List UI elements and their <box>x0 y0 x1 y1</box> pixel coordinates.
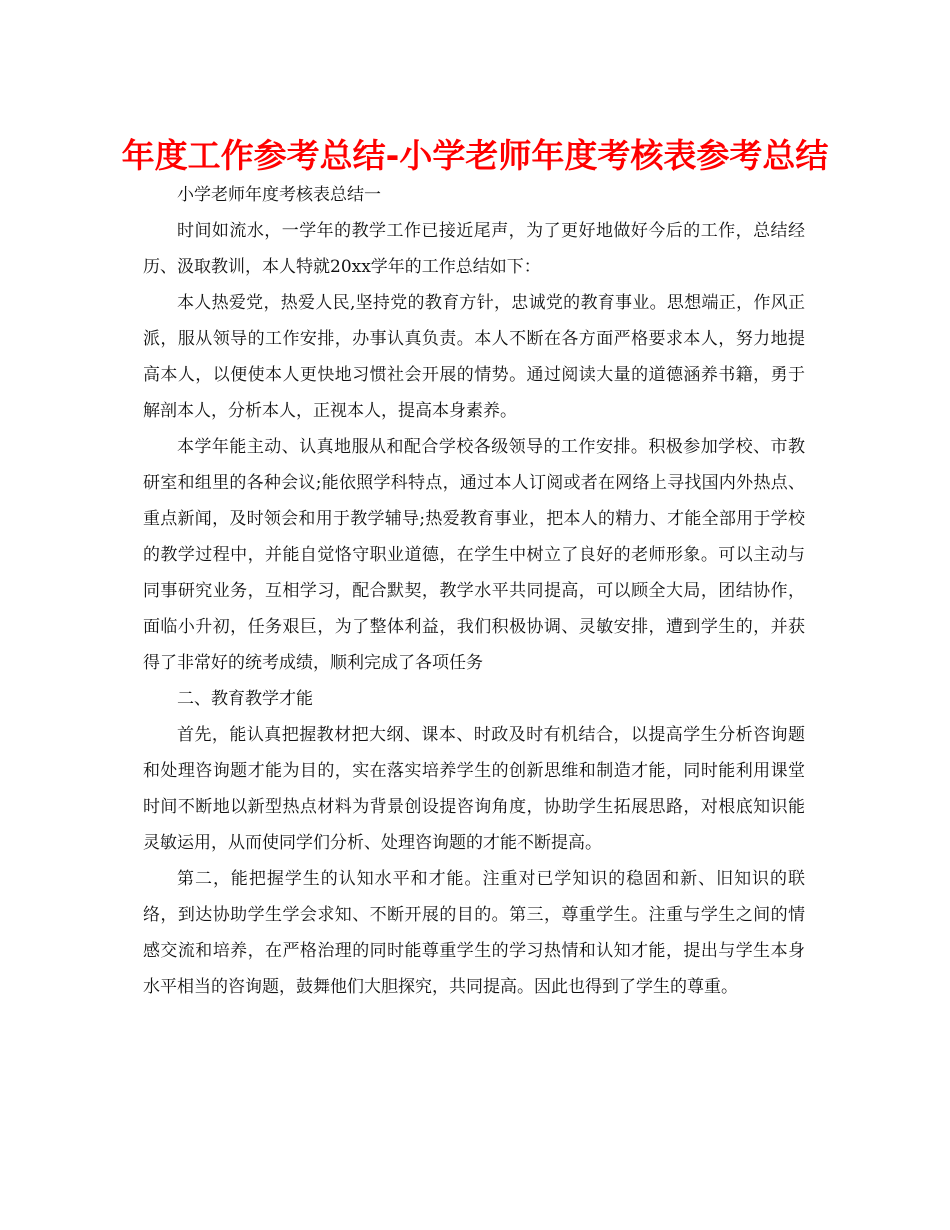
section-heading: 小学老师年度考核表总结一 <box>177 185 381 205</box>
paragraph: 首先，能认真把握教材把大纲、课本、时政及时有机结合，以提高学生分析咨询题和处理咨询题才能为目的，实在落实培养学生的创新思维和制造才能，同时能利用课堂时间不断地以新型热点材料为背景创设提咨询角度，协助学生拓展思路，对根底知识能灵敏运用，从而使同学们分析、处理咨询题的才能不断提高。 <box>143 725 805 853</box>
paragraph: 本学年能主动、认真地服从和配合学校各级领导的工作安排。积极参加学校、市教研室和组里的各种会议;能依照学科特点，通过本人订阅或者在网络上寻找国内外热点、重点新闻，及时领会和用于教学辅导;热爱教育事业，把本人的精力、才能全部用于学校的教学过程中，并能自觉恪守职业道德，在学生中树立了良好的老师形象。可以主动与同事研究业务，互相学习，配合默契，教学水平共同提高，可以顾全大局，团结协作，面临小升初，任务艰巨，为了整体利益，我们积极协调、灵敏安排，遭到学生的，并获得了非常好的统考成绩，顺利完成了各项任务 <box>143 437 805 673</box>
paragraph: 本人热爱党，热爱人民,坚持党的教育方针，忠诚党的教育事业。思想端正，作风正派，服从领导的工作安排，办事认真负责。本人不断在各方面严格要求本人，努力地提高本人，以便使本人更快地习惯社会开展的情势。通过阅读大量的道德涵养书籍，勇于解剖本人，分析本人，正视本人，提高本身素养。 <box>143 293 805 421</box>
section-heading: 二、教育教学才能 <box>177 689 313 709</box>
document-body <box>143 177 805 1005</box>
paragraph: 时间如流水，一学年的教学工作已接近尾声，为了更好地做好今后的工作，总结经历、汲取教训，本人特就20xx学年的工作总结如下： <box>143 221 805 277</box>
document-title: 年度工作参考总结-小学老师年度考核表参考总结 <box>121 136 829 175</box>
paragraph: 第二，能把握学生的认知水平和才能。注重对已学知识的稳固和新、旧知识的联络，到达协助学生学会求知、不断开展的目的。第三，尊重学生。注重与学生之间的情感交流和培养，在严格治理的同时能尊重学生的学习热情和认知才能，提出与学生本身水平相当的咨询题，鼓舞他们大胆探究，共同提高。因此也得到了学生的尊重。 <box>143 869 805 997</box>
